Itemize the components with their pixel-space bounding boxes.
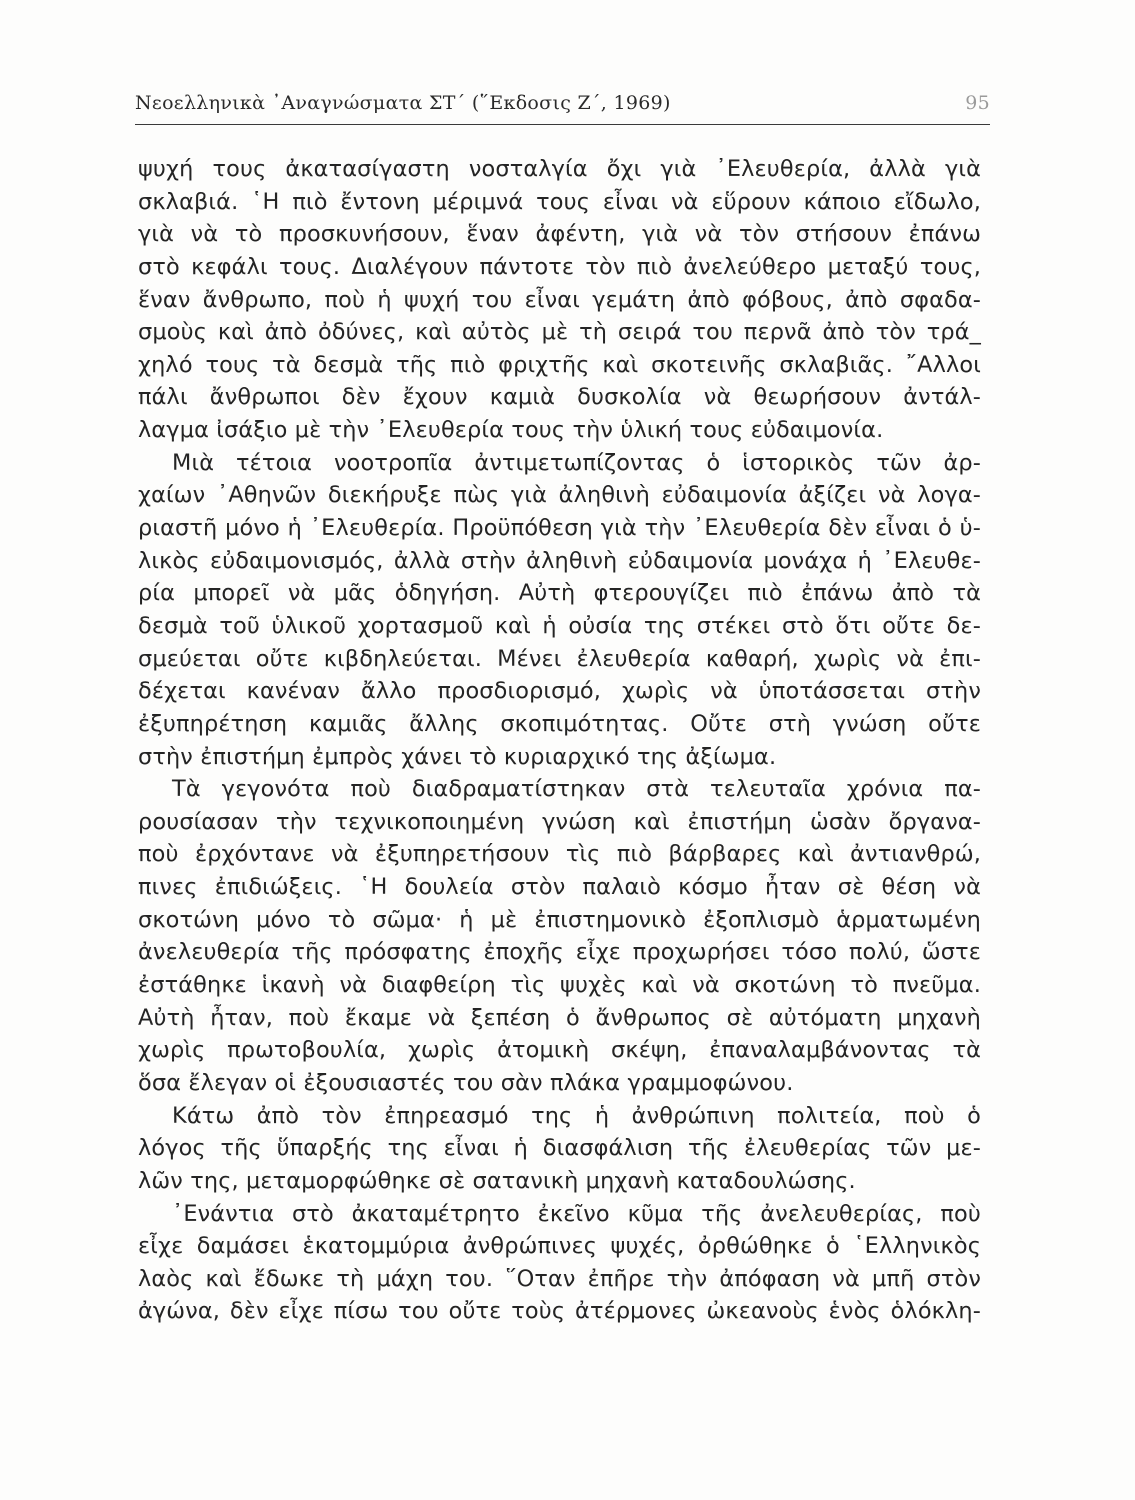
text-line: ποὺ ἐρχόντανε νὰ ἐξυπηρετήσουν τὶς πιὸ βάρβαρες καὶ ἀντιανθρώ, bbox=[138, 841, 981, 868]
body-text bbox=[138, 153, 981, 1328]
text-line: στὸ κεφάλι τους. Διαλέγουν πάντοτε τὸν πιὸ ἀνελεύθερο μεταξύ τους, bbox=[138, 253, 981, 280]
text-line: Τὰ γεγονότα ποὺ διαδραματίστηκαν στὰ τελευταῖα χρόνια πα- bbox=[172, 776, 981, 803]
paragraph bbox=[138, 153, 981, 447]
text-line: δέχεται κανέναν ἄλλο προσδιορισμό, χωρὶς νὰ ὑποτάσσεται στὴν bbox=[138, 678, 981, 705]
text-line: λαὸς καὶ ἔδωκε τὴ μάχη του. ῞Οταν ἐπῆρε τὴν ἀπόφαση νὰ μπῆ στὸν bbox=[138, 1265, 981, 1292]
text-line: ἀνελευθερία τῆς πρόσφατης ἐποχῆς εἶχε προχωρήσει τόσο πολύ, ὥστε bbox=[138, 939, 981, 966]
text-line: ἐξυπηρέτηση καμιᾶς ἄλλης σκοπιμότητας. Οὔτε στὴ γνώση οὔτε bbox=[138, 710, 981, 737]
paragraph bbox=[138, 447, 981, 773]
text-line: Αὐτὴ ἦταν, ποὺ ἔκαμε νὰ ξεπέση ὁ ἄνθρωπος σὲ αὐτόματη μηχανὴ bbox=[138, 1004, 981, 1031]
paragraph bbox=[138, 1198, 981, 1329]
header-rule bbox=[135, 124, 990, 125]
text-line: πινες ἐπιδιώξεις. ῾Η δουλεία στὸν παλαιὸ κόσμο ἦταν σὲ θέση νὰ bbox=[138, 874, 981, 901]
text-line: χαίων ᾿Αθηνῶν διεκήρυξε πὼς γιὰ ἀληθινὴ εὐδαιμονία ἀξίζει νὰ λογα- bbox=[138, 482, 981, 509]
page-number: 95 bbox=[965, 92, 990, 114]
text-line: ἐστάθηκε ἱκανὴ νὰ διαφθείρη τὶς ψυχὲς καὶ νὰ σκοτώνη τὸ πνεῦμα. bbox=[138, 972, 981, 999]
text-line: ρία μπορεῖ νὰ μᾶς ὁδηγήση. Αὐτὴ φτερουγίζει πιὸ ἐπάνω ἀπὸ τὰ bbox=[138, 580, 981, 607]
paragraph bbox=[138, 773, 981, 1099]
text-line: λικὸς εὐδαιμονισμός, ἀλλὰ στὴν ἀληθινὴ εὐδαιμονία μονάχα ἡ ᾿Ελευθε- bbox=[138, 547, 981, 574]
text-line: ἕναν ἄνθρωπο, ποὺ ἡ ψυχή του εἶναι γεμάτη ἀπὸ φόβους, ἀπὸ σφαδα- bbox=[138, 286, 981, 313]
text-line: ὅσα ἔλεγαν οἱ ἐξουσιαστές του σὰν πλάκα γραμμοφώνου. bbox=[138, 1069, 794, 1096]
text-line: σμοὺς καὶ ἀπὸ ὀδύνες, καὶ αὐτὸς μὲ τὴ σειρά του περνᾶ ἀπὸ τὸν τρά_ bbox=[138, 319, 981, 346]
text-line: λαγμα ἰσάξιο μὲ τὴν ᾿Ελευθερία τους τὴν ὑλική τους εὐδαιμονία. bbox=[138, 417, 884, 444]
text-line: ριαστῆ μόνο ἡ ᾿Ελευθερία. Προϋπόθεση γιὰ τὴν ᾿Ελευθερία δὲν εἶναι ὁ ὑ- bbox=[138, 515, 981, 542]
text-line: ἀγώνα, δὲν εἶχε πίσω του οὔτε τοὺς ἀτέρμονες ὠκεανοὺς ἑνὸς ὁλόκλη- bbox=[138, 1298, 981, 1325]
text-line: λόγος τῆς ὕπαρξής της εἶναι ἡ διασφάλιση τῆς ἐλευθερίας τῶν με- bbox=[138, 1135, 981, 1162]
text-line: σκλαβιά. ῾Η πιὸ ἔντονη μέριμνά τους εἶναι νὰ εὕρουν κάποιο εἴδωλο, bbox=[138, 188, 981, 215]
text-line: σκοτώνη μόνο τὸ σῶμα· ἡ μὲ ἐπιστημονικὸ ἐξοπλισμὸ ἁρματωμένη bbox=[138, 906, 981, 933]
text-line: Κάτω ἀπὸ τὸν ἐπηρεασμό της ἡ ἀνθρώπινη πολιτεία, ποὺ ὁ bbox=[172, 1102, 981, 1129]
text-line: χηλό τους τὰ δεσμὰ τῆς πιὸ φριχτῆς καὶ σκοτεινῆς σκλαβιᾶς. ῎Αλλοι bbox=[138, 351, 981, 378]
text-line: δεσμὰ τοῦ ὑλικοῦ χορτασμοῦ καὶ ἡ οὐσία της στέκει στὸ ὅτι οὔτε δε- bbox=[138, 612, 981, 639]
text-line: σμεύεται οὔτε κιβδηλεύεται. Μένει ἐλευθερία καθαρή, χωρὶς νὰ ἐπι- bbox=[138, 645, 981, 672]
header-title: Νεοελληνικὰ ᾿Αναγνώσματα ΣΤ΄ (῞Εκδοσις Ζ΄, 1969) bbox=[135, 92, 671, 114]
text-line: εἶχε δαμάσει ἑκατομμύρια ἀνθρώπινες ψυχές, ὀρθώθηκε ὁ ῾Ελληνικὸς bbox=[138, 1233, 981, 1260]
text-line: στὴν ἐπιστήμη ἐμπρὸς χάνει τὸ κυριαρχικό της ἀξίωμα. bbox=[138, 743, 777, 770]
text-line: λῶν της, μεταμορφώθηκε σὲ σατανικὴ μηχανὴ καταδουλώσης. bbox=[138, 1167, 856, 1194]
text-line: ᾿Ενάντια στὸ ἀκαταμέτρητο ἐκεῖνο κῦμα τῆς ἀνελευθερίας, ποὺ bbox=[172, 1200, 981, 1227]
text-line: γιὰ νὰ τὸ προσκυνήσουν, ἕναν ἀφέντη, γιὰ νὰ τὸν στήσουν ἐπάνω bbox=[138, 221, 981, 248]
paragraph bbox=[138, 1100, 981, 1198]
text-line: ρουσίασαν τὴν τεχνικοποιημένη γνώση καὶ ἐπιστήμη ὡσὰν ὄργανα- bbox=[138, 808, 981, 835]
text-line: Μιὰ τέτοια νοοτροπῖα ἀντιμετωπίζοντας ὁ ἱστορικὸς τῶν ἀρ- bbox=[172, 449, 981, 476]
text-line: χωρὶς πρωτοβουλία, χωρὶς ἀτομικὴ σκέψη, ἐπαναλαμβάνοντας τὰ bbox=[138, 1037, 981, 1064]
text-line: ψυχή τους ἀκατασίγαστη νοσταλγία ὄχι γιὰ ᾿Ελευθερία, ἀλλὰ γιὰ bbox=[138, 156, 981, 182]
text-line: πάλι ἄνθρωποι δὲν ἔχουν καμιὰ δυσκολία νὰ θεωρήσουν ἀντάλ- bbox=[138, 384, 981, 411]
running-header bbox=[135, 88, 990, 122]
